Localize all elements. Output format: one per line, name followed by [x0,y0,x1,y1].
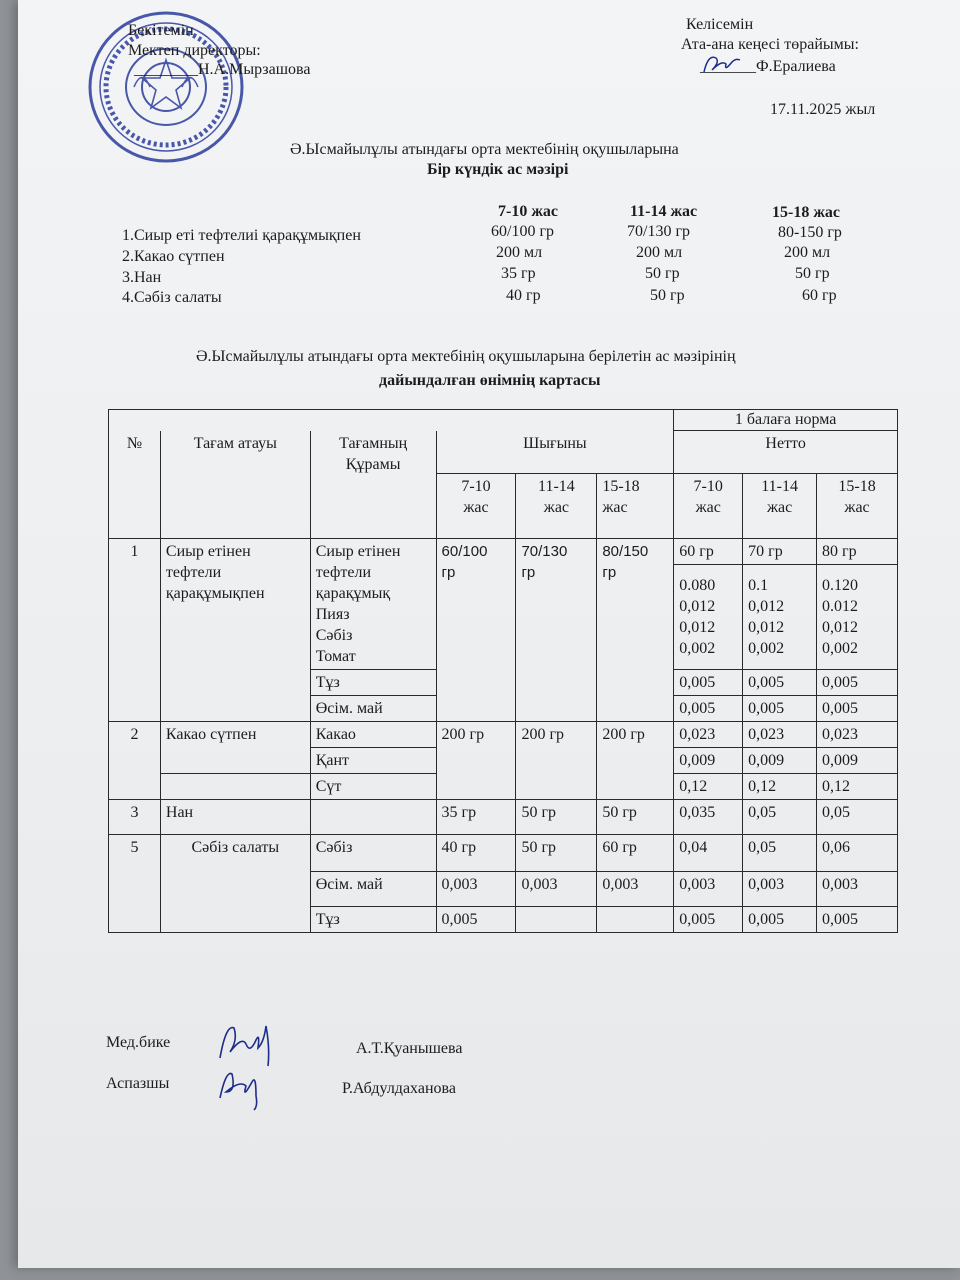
dish-name: Какао сүтпен [160,721,310,773]
cook-role: Аспазшы [106,1075,170,1092]
director-title: Мектеп директоры: [128,42,261,59]
consumption-value: 0,003 [516,871,597,906]
menu-item-value: 40 гр [506,287,541,304]
col-dish-header: Тағам атауы [160,431,310,539]
row-number: 5 [109,834,161,932]
menu-item-value: 50 гр [795,265,830,282]
age-header: 11-14 жас [516,473,597,538]
consumption-value: 70/130 гр [516,538,597,721]
agreed-label: Келісемін [686,16,754,33]
consumption-value [597,906,674,932]
menu-item-name: 4.Сәбіз салаты [122,289,222,306]
council-chair-name: _______Ф.Ералиева [700,58,836,75]
netto-value: 0,003 [674,871,743,906]
product-card-table [108,409,898,933]
menu-item-value: 50 гр [645,265,680,282]
norm-header: 1 балаға норма [674,410,898,431]
ingredient-name: Сәбіз [310,834,436,871]
netto-value: 0,005 [743,906,817,932]
netto-value: 0,023 [674,721,743,747]
dish-composition: Сиыр етінен тефтели қарақұмық Пияз Сәбіз Томат [310,538,436,669]
ingredient-name: Өсім. май [310,695,436,721]
consumption-value: 0,003 [436,871,516,906]
consumption-value [516,906,597,932]
netto-value: 0,12 [743,773,817,799]
cook-signature [212,1062,272,1112]
consumption-value: 50 гр [597,799,674,834]
menu-item-name: 3.Нан [122,269,162,286]
menu-item-value: 50 гр [650,287,685,304]
netto-value: 0,005 [743,669,817,695]
netto-value: 0,003 [743,871,817,906]
consumption-value: 0,003 [597,871,674,906]
netto-value: 0,05 [743,799,817,834]
table-row [109,721,898,747]
consumption-value: 50 гр [516,799,597,834]
row-number: 1 [109,538,161,721]
netto-value: 0,009 [817,747,898,773]
netto-value: 0,005 [674,906,743,932]
table-row [109,538,898,669]
dish-name: Сиыр етінен тефтели қарақұмықпен [160,538,310,721]
netto-values: 60 гр 0.080 0,012 0,012 0,002 [674,538,743,669]
nurse-role: Мед.бике [106,1034,171,1051]
consumption-value: 60 гр [597,834,674,871]
col-number-header: № [109,431,161,539]
menu-item-name: 1.Сиыр еті тефтелиі қарақұмықпен [122,227,361,244]
row-number: 2 [109,721,161,799]
consumption-value: 40 гр [436,834,516,871]
netto-value: 0,035 [674,799,743,834]
consumption-value: 50 гр [516,834,597,871]
menu-item-value: 60 гр [802,287,837,304]
table-row [109,410,898,431]
menu-age-header: 7-10 жас [498,203,559,220]
menu-item-value: 200 мл [636,244,683,261]
nurse-name: А.Т.Қуанышева [356,1040,463,1057]
dish-name: Нан [160,799,310,834]
consumption-value: 60/100 гр [436,538,516,721]
menu-item-value: 80-150 гр [778,224,842,241]
chair-signature [700,50,744,80]
age-header: 7-10 жас [674,473,743,538]
card-subtitle: дайындалған өнімнің картасы [379,372,601,389]
dish-name: Сәбіз салаты [160,834,310,932]
consumption-value: 200 гр [436,721,516,799]
row-number: 3 [109,799,161,834]
col-netto-header: Нетто [674,431,898,474]
netto-values: 70 гр 0.1 0,012 0,012 0,002 [743,538,817,669]
netto-value: 0,005 [743,695,817,721]
menu-item-value: 200 мл [496,244,543,261]
card-title: Ә.Ысмайылұлы атындағы орта мектебінің оқушыларына берілетін ас мәзірінің [196,348,736,365]
menu-age-header: 11-14 жас [630,203,698,220]
netto-value: 0,005 [674,669,743,695]
ingredient-name: Тұз [310,669,436,695]
approval-label: Бекітемін [128,22,194,39]
menu-subtitle: Бір күндік ас мәзірі [427,161,569,178]
table-row [109,834,898,871]
netto-value: 0,005 [674,695,743,721]
netto-value: 0,05 [817,799,898,834]
age-header: 15-18 жас [597,473,674,538]
age-header: 15-18 жас [817,473,898,538]
netto-value: 0,023 [817,721,898,747]
consumption-value: 200 гр [597,721,674,799]
consumption-value: 0,005 [436,906,516,932]
consumption-value: 80/150 гр [597,538,674,721]
netto-value: 0,04 [674,834,743,871]
document-date: 17.11.2025 жыл [770,101,876,118]
council-chair-title: Ата-ана кеңесі төрайымы: [681,36,859,53]
netto-value: 0,005 [817,669,898,695]
consumption-value: 35 гр [436,799,516,834]
ingredient-name: Сүт [310,773,436,799]
ingredient-name: Какао [310,721,436,747]
netto-value: 0,005 [817,906,898,932]
netto-value: 0,005 [817,695,898,721]
menu-title: Ә.Ысмайылұлы атындағы орта мектебінің оқушыларына [290,141,679,158]
menu-item-value: 70/130 гр [627,223,691,240]
netto-value: 0,12 [674,773,743,799]
netto-value: 0,05 [743,834,817,871]
netto-value: 0,009 [674,747,743,773]
col-consumption-header: Шығыны [436,431,674,474]
netto-value: 0,003 [817,871,898,906]
table-row [109,431,898,474]
consumption-value: 200 гр [516,721,597,799]
director-name: ________Н.А.Мырзашова [134,61,311,78]
ingredient-name: Тұз [310,906,436,932]
cook-name: Р.Абдулдаханова [342,1080,456,1097]
col-composition-header: Тағамның Құрамы [310,431,436,539]
menu-item-value: 60/100 гр [491,223,555,240]
netto-values: 80 гр 0.120 0.012 0,012 0,002 [817,538,898,669]
netto-value: 0,023 [743,721,817,747]
menu-age-header: 15-18 жас [772,204,841,221]
netto-value: 0,12 [817,773,898,799]
age-header: 11-14 жас [743,473,817,538]
age-header: 7-10 жас [436,473,516,538]
netto-value: 0,06 [817,834,898,871]
table-row [109,799,898,834]
menu-item-name: 2.Какао сүтпен [122,248,225,265]
ingredient-name: Өсім. май [310,871,436,906]
ingredient-name: Қант [310,747,436,773]
menu-item-value: 200 мл [784,244,831,261]
netto-value: 0,009 [743,747,817,773]
menu-item-value: 35 гр [501,265,536,282]
